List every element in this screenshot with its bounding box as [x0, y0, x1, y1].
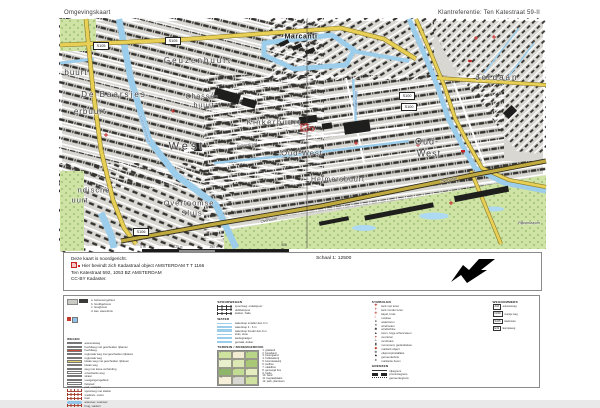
legend-row-water: gemaal, duiker: [217, 340, 365, 344]
legend-row-symbol: ▮ monument, gedenkteken: [372, 343, 487, 347]
legend-row-symbol: ☾ moskee: [372, 316, 487, 320]
legend-bebouwing: [67, 299, 211, 335]
map-scale-text: Schaal 1: 12500: [316, 256, 352, 261]
legend-row-spoor: station, halte: [217, 312, 365, 316]
legend-item: 6. loofbos: [262, 362, 274, 366]
legend-row-road: weg met losse verharding: [67, 367, 211, 371]
map-district-label: Kinkerstraat: [236, 141, 258, 149]
terrein-cell: 9: [245, 368, 258, 377]
map-district-label: Marcanti: [284, 33, 318, 41]
grens-swatch: [372, 370, 387, 371]
terrein-cell: 6: [245, 359, 258, 368]
north-note: Deze kaart is noordgericht.: [71, 256, 128, 261]
legend-row-road: straat: [67, 374, 211, 378]
legend-col-symbolen: [372, 298, 487, 385]
legend-row-spoor: spoorweg: enkelspoor: [217, 304, 365, 308]
object-note: Hier bevindt zich Kadastraal object AMSTERDAM T T 1166: [71, 262, 204, 269]
symbol-glyph: ⊕: [374, 350, 378, 355]
map-district-label: buurt: [64, 68, 88, 77]
legend-row-water: sluis, stuw: [217, 333, 365, 337]
object-address: Ten Katestraat 592, 1053 BZ AMSTERDAM: [71, 269, 162, 275]
rail-swatch: [67, 401, 82, 404]
terrein-cell: 1: [218, 351, 231, 360]
map-district-label: ndische: [77, 185, 111, 195]
map-district-label: Bilderdijkgracht: [353, 91, 358, 115]
road-shield: S100: [401, 103, 417, 111]
water-swatch: [217, 329, 232, 332]
legend-row-road: onverharde weg: [67, 371, 211, 375]
legend-col-water-terrein: [217, 298, 365, 385]
legend-row-road: autosnelweg: [67, 341, 211, 345]
spoor-swatch: [217, 308, 232, 311]
legend-row-road: hoofdweg: [67, 349, 211, 353]
legend-header-symbolen: SYMBOLEN: [371, 299, 391, 304]
legend-row-grens: provinciegrens: [372, 372, 487, 376]
scale-bar-label: 0 m: [140, 244, 146, 249]
map-district-label: buurt: [193, 102, 215, 110]
legend-row-road: pad, voetpad: [67, 385, 211, 389]
legend-header-terrein: TERREIN / BODEMGEBRUIK: [217, 345, 264, 350]
road-shield: S100: [399, 92, 415, 100]
legend-row-road: regionale weg: [67, 356, 211, 360]
map-district-label: Overtoom: [440, 176, 458, 184]
map-district-label: uurt: [71, 195, 89, 205]
legend-header-grenzen: GRENZEN: [371, 364, 389, 369]
symbol-glyph: ∗: [374, 357, 378, 362]
legend-row-water: aanlegsteiger: [217, 336, 365, 340]
grens-swatch: [372, 377, 387, 378]
wegnummer-badge: A10: [494, 305, 500, 309]
road-swatch: [67, 342, 82, 344]
terrein-cell: 3: [245, 351, 258, 360]
symbol-glyph: ✙: [374, 311, 378, 316]
legend-row-road: hoofdweg met gescheiden rijbanen: [67, 345, 211, 349]
legend-col-wegen: [67, 298, 211, 408]
legend-row-symbol: ⊕ oliepompinstallatie: [372, 351, 487, 355]
map-district-label: Geuzenbuurt: [163, 56, 233, 65]
legend-row-rail: autoveer, voetveer: [67, 400, 211, 404]
legend-header-wegen: WEGEN: [67, 336, 80, 341]
grens-swatch: [372, 373, 387, 376]
terrein-cell: 5: [232, 359, 245, 368]
legend-row-symbol: ✱ windturbine: [372, 328, 487, 332]
legend-row-symbol: ● watertoren: [372, 320, 487, 324]
rail-swatch: [67, 397, 82, 400]
legend-row-wegnummer: E19 Europaweg: [494, 326, 516, 330]
map-district-label: Kostverlorenvaart: [138, 115, 151, 143]
scale-bar-label: 125 m: [173, 244, 183, 249]
legend-item: 1. grasland: [262, 348, 276, 352]
terrein-swatch-grid: [217, 350, 259, 386]
legend-row-symbol: ▲ toren, hoge schoorsteen: [372, 331, 487, 335]
legend-row-symbol: ✝ kerk zonder toren: [372, 308, 487, 312]
legend-row-wegnummer: S105 stadsroute: [494, 319, 516, 323]
symbol-glyph: ⊥: [374, 338, 378, 343]
symbol-glyph: ☾: [374, 315, 378, 320]
road-swatch: [67, 375, 82, 377]
road-swatch: [67, 349, 82, 351]
legend-item: 4. fruitkwekerij: [262, 357, 279, 361]
legend-terrein: [217, 350, 365, 386]
legend-row-water: waterloop 3 - 6 m: [217, 325, 365, 329]
legend-item: 3. boomgaard: [262, 354, 279, 358]
water-swatch: [217, 334, 232, 336]
road-swatch: [67, 386, 82, 388]
legend-row-symbol: ◆ markant object: [372, 347, 487, 351]
parcel-dot-icon: [78, 265, 80, 267]
map-district-label: Overtoomse: [163, 198, 215, 208]
map-district-label: Oud-West: [281, 148, 323, 158]
legend-row-road: fietspad: [67, 382, 211, 386]
road-swatch: [67, 357, 82, 359]
map-canvas: [63, 22, 542, 245]
legend-item: 5. boomkwekerij: [262, 360, 282, 364]
water-swatch: [217, 326, 232, 328]
symbol-glyph: ✕: [374, 322, 378, 327]
road-shield: S106: [133, 228, 149, 236]
legend-item: 10. zand: [262, 374, 273, 378]
spoor-swatch: [217, 305, 232, 308]
water-swatch: [217, 337, 232, 339]
legend-item: 8. gemengd bos: [262, 368, 282, 372]
legend-row-symbol: ∗ markante boom: [372, 359, 487, 363]
legend-row-road: regionale weg met gescheiden rijbanen: [67, 352, 211, 356]
legend-row-grens: rijksgrens: [372, 369, 487, 373]
client-reference: Klantreferentie: Ten Katestraat 59-II: [437, 10, 540, 16]
road-swatch: [67, 346, 82, 348]
symbol-glyph: ✚: [374, 303, 378, 308]
legend-row-rail: spoorweg met station: [67, 389, 211, 393]
map-district-label: Oud-: [414, 136, 440, 147]
legend-item: c. hoogbouw: [91, 305, 107, 310]
symbol-glyph: ◆: [374, 346, 378, 351]
terrein-cell: 7: [218, 368, 231, 377]
road-swatch: [67, 364, 82, 366]
legend-row-road: lokale weg: [67, 363, 211, 367]
legend-row-grens: gemeentegrens: [372, 376, 487, 380]
legend-row-water: waterloop smaller dan 3 m: [234, 321, 268, 326]
legend: [63, 295, 540, 408]
spoor-swatch: [217, 312, 232, 315]
info-box: [63, 252, 542, 291]
legend-header-water: WATER: [217, 316, 230, 321]
terrein-cell: 4: [218, 359, 231, 368]
kadaster-logo: [451, 259, 501, 283]
legend-row-wegnummer: N200 overige weg: [494, 312, 518, 316]
scale-bar-label: 250 m: [209, 244, 219, 249]
terrein-cell: 10: [218, 376, 231, 385]
legend-item: d. kas, warenhuis: [91, 308, 113, 313]
symbol-glyph: ▲: [374, 330, 378, 335]
scale-bar-labels: [140, 242, 287, 251]
legend-row-spoor: dubbelspoor: [217, 308, 365, 312]
scale-bar-label: 500 m: [281, 242, 287, 251]
legend-item: 7. naaldbos: [262, 365, 276, 369]
map-district-label: Overtoom: [260, 216, 278, 224]
bebouwing-swatches: [67, 299, 89, 335]
legend-row-symbol: ✦ vuurtoren: [372, 335, 487, 339]
map-image: [64, 23, 541, 244]
legend-item: a. bebouwd gebied: [91, 298, 115, 302]
map-district-label: Jordaan: [475, 73, 519, 82]
legend-row-rail: brug, viaduct: [67, 404, 211, 408]
legend-item: 11. begraafplaats: [262, 377, 283, 381]
terrein-cell: 12: [245, 376, 258, 385]
legend-row-symbol: ⊥ zendmast: [372, 339, 487, 343]
legend-row-wegnummer: A10 autosnelweg: [494, 305, 517, 309]
license-note: CC-BY Kadaster.: [71, 276, 107, 282]
road-swatch: [67, 368, 82, 370]
map-district-label: West: [168, 140, 206, 153]
legend-item: 2. bouwland: [262, 351, 277, 355]
road-swatch: [67, 379, 82, 381]
legend-row-symbol: ✕ windmolen: [372, 324, 487, 328]
symbol-glyph: ●: [374, 318, 377, 323]
road-shield: S105: [93, 42, 109, 50]
water-swatch: [217, 323, 232, 324]
legend-header-spoorwegen: SPOORWEGEN: [217, 299, 243, 304]
legend-col-wegnummers: [493, 298, 537, 385]
rail-swatch: [67, 389, 82, 392]
legend-item: 12. park, plantsoen: [262, 380, 285, 384]
legend-row-symbol: ✚ kerk met toren: [372, 304, 487, 308]
map-district-label: Helmersbuurt: [310, 176, 366, 184]
wegnummer-badge: S105: [494, 319, 501, 323]
legend-header-wegnummers: WEGNUMMERS: [492, 299, 518, 304]
water-swatch: [217, 341, 232, 343]
symbol-glyph: ⚑: [374, 354, 378, 358]
symbol-glyph: ✝: [374, 307, 378, 312]
road-shield: S105: [165, 37, 181, 45]
map-district-label: De Baarsjes: [81, 90, 147, 99]
legend-row-road: voetgangersgebied: [67, 378, 211, 382]
symbol-glyph: ✦: [374, 334, 378, 339]
legend-row-symbol: ✙ kapel, kruis: [372, 312, 487, 316]
legend-row-symbol: ⚑ gemeentehuis: [372, 355, 487, 359]
legend-row-rail: tram: [67, 397, 211, 401]
parcel-marker-icon: [71, 262, 77, 268]
terrein-cell: 11: [232, 376, 245, 385]
symbol-glyph: ▮: [374, 342, 377, 347]
legend-row-water: waterloop breder dan 6 m: [217, 329, 365, 333]
symbol-glyph: ✱: [374, 326, 378, 331]
legend-item: b. hoofdgebouw: [91, 301, 111, 306]
road-swatch: [67, 382, 82, 384]
road-swatch: [67, 371, 82, 373]
map-district-label: erbuurt: [73, 107, 107, 116]
rail-swatch: [67, 393, 82, 396]
map-district-label: West: [416, 148, 442, 159]
document-title: Omgevingskaart: [64, 10, 111, 16]
terrein-cell: 8: [232, 368, 245, 377]
rail-swatch: [67, 404, 82, 407]
legend-row-road: lokale weg met gescheiden rijbanen: [67, 360, 211, 364]
map-district-label: Sluis: [181, 208, 203, 218]
wegnummer-badge: E19: [494, 326, 500, 330]
map-district-label: Rijksmuseum: [518, 221, 540, 226]
road-swatch: [67, 353, 82, 355]
legend-item: 9. heide: [262, 371, 272, 375]
terrein-cell: 2: [232, 351, 245, 360]
wegnummer-badge: N200: [494, 312, 501, 316]
legend-row-rail: sneltram, metro: [67, 393, 211, 397]
map-district-label: Kinkerbuurt: [246, 117, 302, 127]
map-district-label: Chassé-: [185, 93, 219, 101]
road-swatch: [67, 360, 82, 362]
